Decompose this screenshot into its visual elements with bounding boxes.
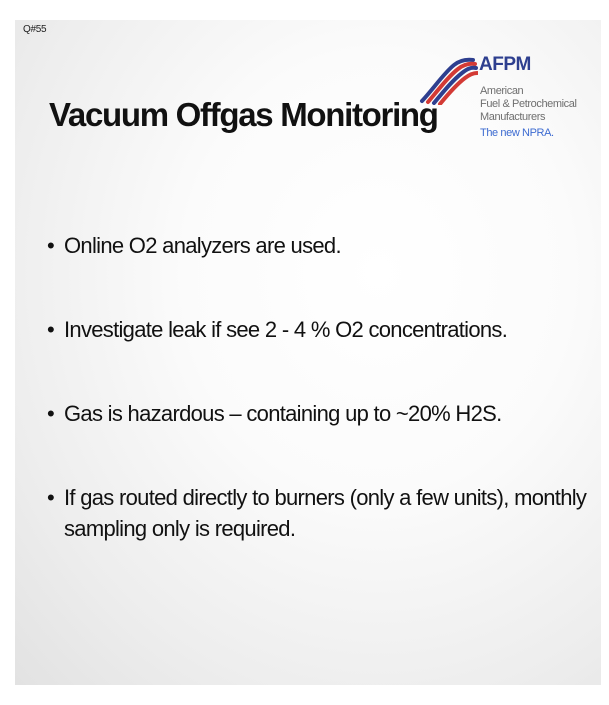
logo-line-manufacturers: Manufacturers: [480, 111, 546, 123]
afpm-logo: [418, 53, 596, 193]
bullet-text: Gas is hazardous – containing up to ~20% H2S.: [64, 401, 502, 426]
bullet-list: [47, 230, 587, 544]
bullet-item: [47, 230, 587, 261]
bullet-item: [47, 398, 587, 429]
slide-number: Q#55: [23, 24, 47, 35]
bullet-item: [47, 314, 587, 345]
bullet-text: Online O2 analyzers are used.: [64, 233, 341, 258]
bullet-dot-icon: •: [47, 317, 55, 342]
logo-line-american: American: [480, 85, 524, 97]
logo-tagline: The new NPRA.: [480, 127, 554, 139]
bullet-dot-icon: •: [47, 401, 55, 426]
bullet-text: Investigate leak if see 2 - 4 % O2 concentrations.: [64, 317, 508, 342]
bullet-dot-icon: •: [47, 485, 55, 510]
bullet-item: [47, 482, 587, 544]
logo-name: AFPM: [479, 54, 531, 75]
slide: [15, 20, 601, 685]
bullet-text: If gas routed directly to burners (only a few units), monthly sampling only is required.: [64, 485, 587, 541]
slide-title: Vacuum Offgas Monitoring: [49, 96, 438, 133]
bullet-dot-icon: •: [47, 233, 55, 258]
logo-line-fuel-petrochemical: Fuel & Petrochemical: [480, 98, 577, 110]
